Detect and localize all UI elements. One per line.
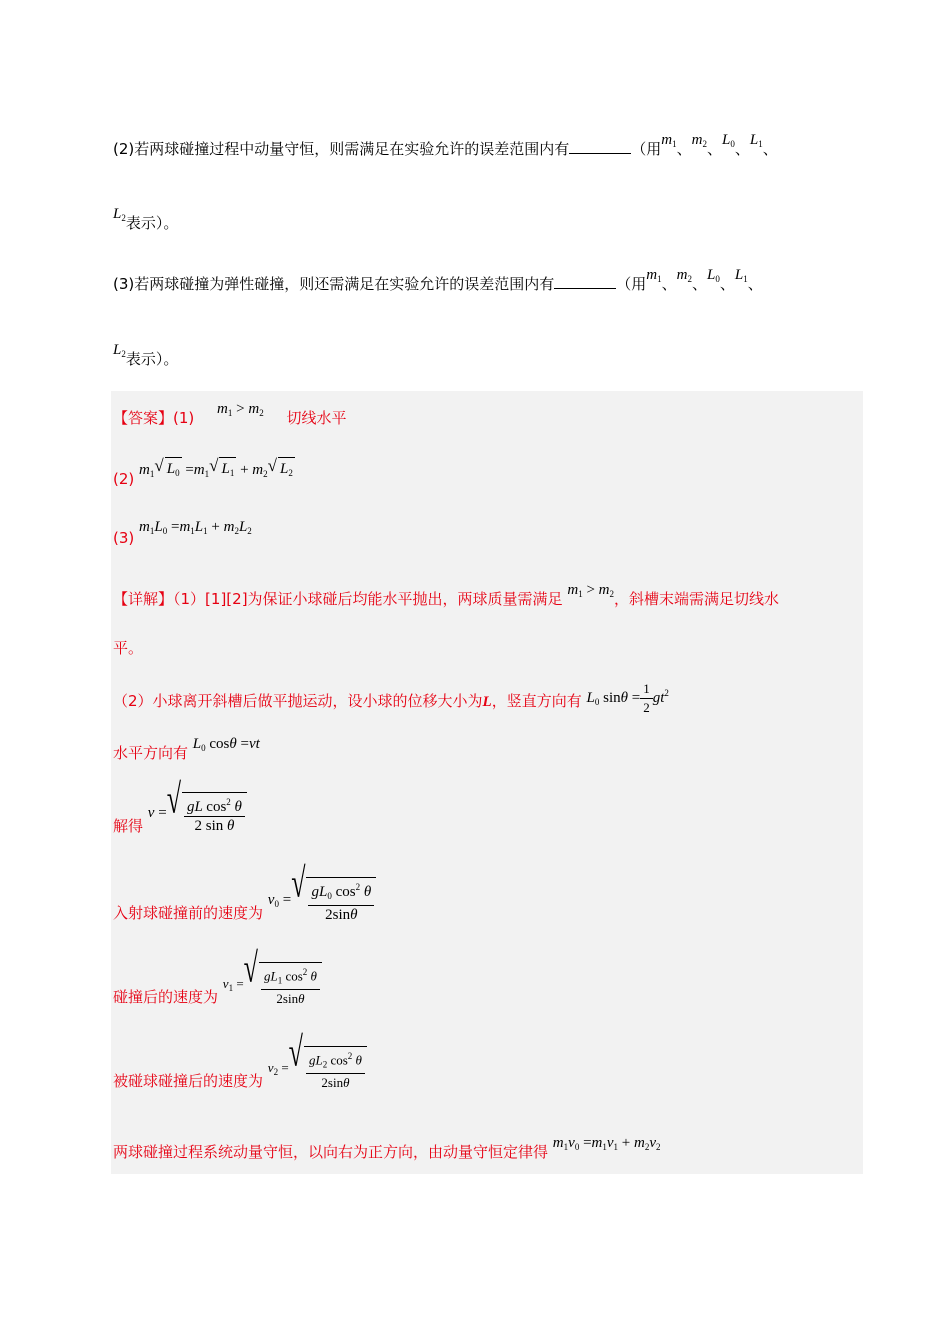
formula-momentum-sqrt: $m_1$ √ $L_0$ $=m_1$ √ $L_1$ + $m_2$ √ $L_2$ xyxy=(139,462,295,478)
detail-line-1: 【详解】（1）[1][2]为保证小球碰后均能水平抛出，两球质量需满足 $m_1 > m_2$，斜槽末端需满足切线水 xyxy=(113,582,780,608)
formula-v: v = √ $\frac{gL \cos^2 \theta}{\text{2 sin θ}}$ xyxy=(148,805,247,821)
detail-line-4: 解得 v = √ $\frac{gL \cos^2 \theta}{\text{2 sin θ}}$ xyxy=(113,792,247,835)
formula-v0: $v_0$ = √ $\frac{gL_0 \cos^2 \theta}{2\sin\theta}$ xyxy=(268,892,376,908)
detail-line-3: 水平方向有 $L_0$ cosθ =vt xyxy=(113,736,260,762)
question-3-line2: $L_2$表示）。 xyxy=(113,342,179,368)
detail-line-6: 碰撞后的速度为 $v_1$ = √ $\frac{gL_1 \cos^2 \theta}{2\sin\theta}$ xyxy=(113,962,322,1008)
formula-elastic: $m_1L_0 =m_1L_1 + m_2L_2$ xyxy=(139,519,252,536)
question-3-text: (3)若两球碰撞为弹性碰撞，则还需满足在实验允许的误差范围内有 xyxy=(113,275,555,293)
question-2-text: (2)若两球碰撞过程中动量守恒，则需满足在实验允许的误差范围内有 xyxy=(113,140,570,158)
formula-momentum: $m_1v_0 =m_1v_1 + m_2v_2$ xyxy=(552,1135,661,1152)
detail-line-8: 两球碰撞过程系统动量守恒，以向右为正方向，由动量守恒定律得 $m_1v_0 =m_1v_1 + m_2v_2$ xyxy=(113,1135,661,1161)
question-2-line2: $L_2$表示）。 xyxy=(113,206,179,232)
answer-line-3: (3) $m_1L_0 =m_1L_1 + m_2L_2$ xyxy=(113,519,252,547)
var-m2: $m_2$ xyxy=(691,132,707,149)
answer-line-2: (2) $m_1$ √ $L_0$ $=m_1$ √ $L_1$ + $m_2$ √ $L_2$ xyxy=(113,456,293,488)
detail-line-2: （2）小球离开斜槽后做平抛运动，设小球的位移大小为L，竖直方向有 $L_0$ sinθ = $\frac{1}{2}$ $gt^2$ xyxy=(113,681,669,715)
formula-v2: $v_2$ = √ $\frac{gL_2 \cos^2 \theta}{2\sin\theta}$ xyxy=(268,1060,367,1075)
detail-line-7: 被碰球碰撞后的速度为 $v_2$ = √ $\frac{gL_2 \cos^2 \theta}{2\sin\theta}$ xyxy=(113,1046,367,1092)
formula-horizontal: $L_0$ cosθ =vt xyxy=(192,736,260,753)
detail-label: 【详解】 xyxy=(113,590,174,608)
answer-blank xyxy=(569,139,631,154)
formula-v1: $v_1$ = √ $\frac{gL_1 \cos^2 \theta}{2\sin\theta}$ xyxy=(223,976,322,991)
detail-line-5: 入射球碰撞前的速度为 $v_0$ = √ $\frac{gL_0 \cos^2 \theta}{2\sin\theta}$ xyxy=(113,877,376,924)
question-2-line1: (2)若两球碰撞过程中动量守恒，则需满足在实验允许的误差范围内有 （用$m_1$、$m_2$、$L_0$、$L_1$、 xyxy=(113,132,778,158)
answer-label: 【答案】 xyxy=(113,409,174,427)
formula-vertical: $L_0$ sinθ = $\frac{1}{2}$ $gt^2$ xyxy=(586,681,669,715)
answer-blank xyxy=(554,274,616,289)
answer-line-1: 【答案】(1) $m_1 > m_2$ 切线水平 xyxy=(113,401,347,427)
var-m1: $m_1$ xyxy=(661,132,677,149)
formula-m1-gt-m2: $m_1 > m_2$ xyxy=(217,401,264,418)
question-3-line1: (3)若两球碰撞为弹性碰撞，则还需满足在实验允许的误差范围内有 （用$m_1$、$m_2$、$L_0$、$L_1$、 xyxy=(113,267,763,293)
var-L1: $L_1$ xyxy=(749,132,763,149)
detail-line-1-wrap: 平。 xyxy=(113,639,144,657)
var-L2: $L_2$ xyxy=(113,206,126,223)
var-L0: $L_0$ xyxy=(722,132,735,149)
